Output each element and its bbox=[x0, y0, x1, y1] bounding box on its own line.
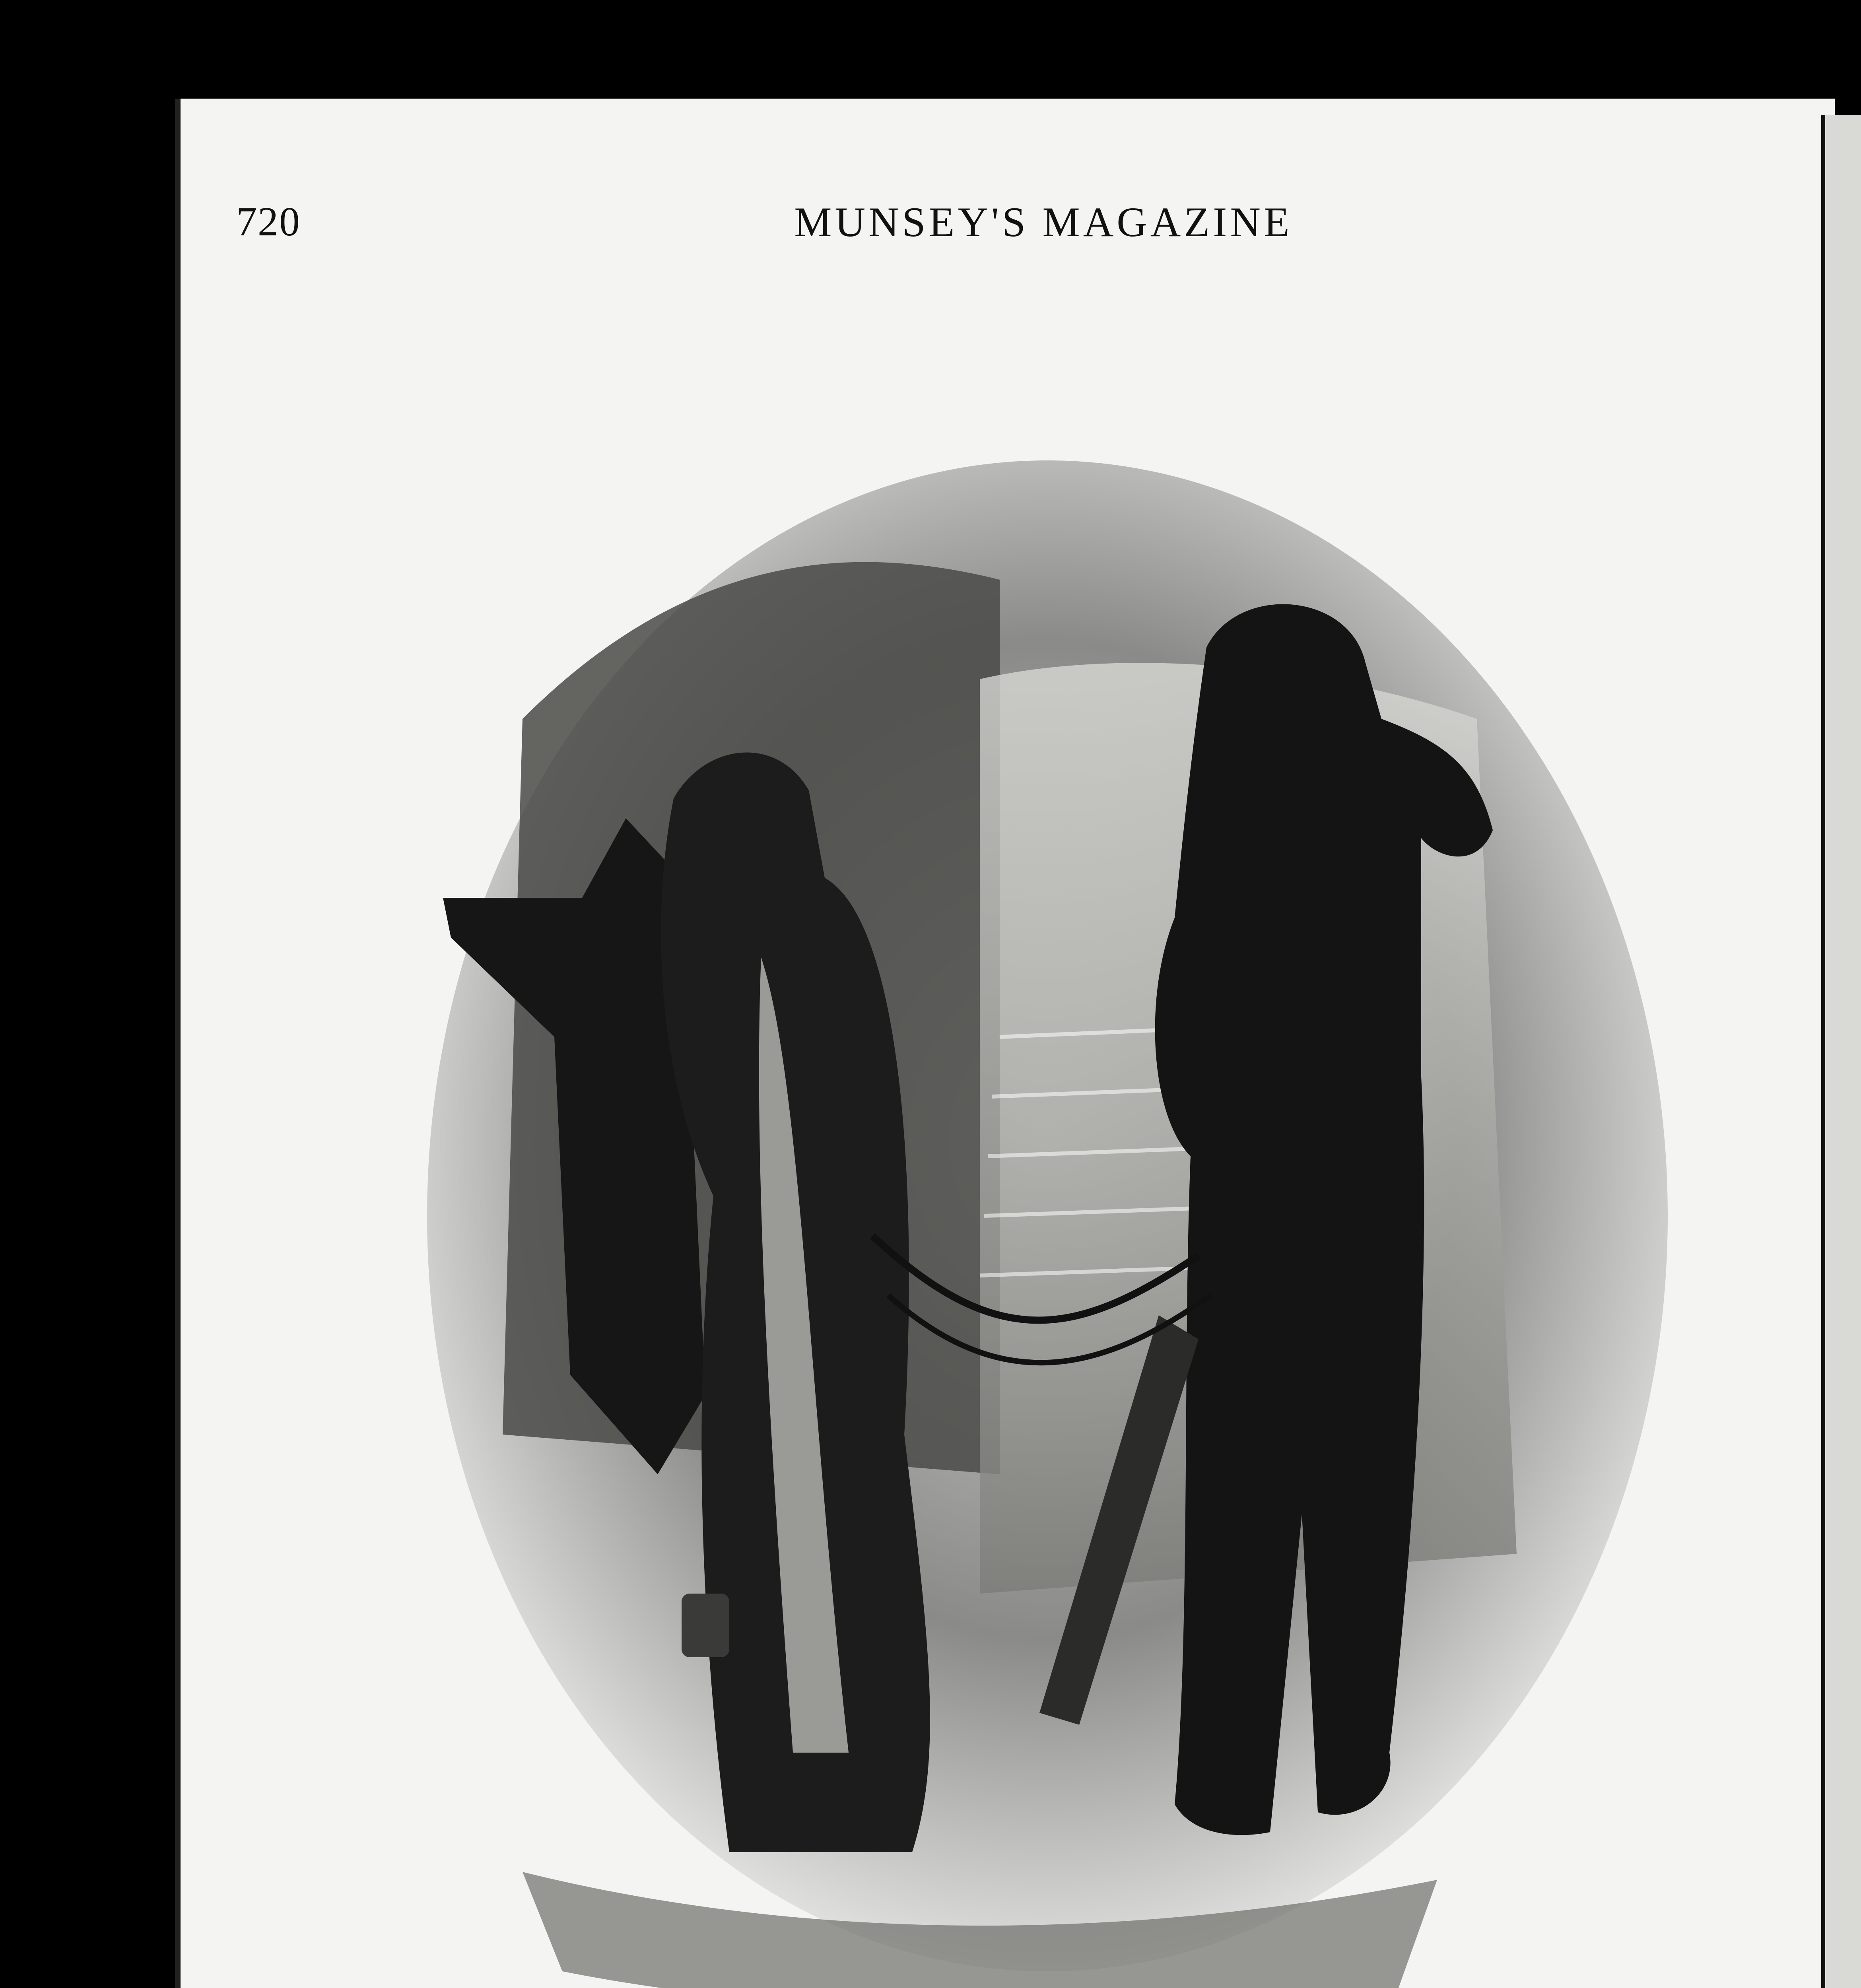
illustration-plowing-scene bbox=[403, 441, 1692, 1988]
running-head: MUNSEY'S MAGAZINE bbox=[794, 199, 1293, 245]
magazine-page bbox=[175, 99, 1835, 1988]
adjacent-page-edge bbox=[1821, 115, 1861, 1988]
page-number: 720 bbox=[236, 199, 301, 245]
